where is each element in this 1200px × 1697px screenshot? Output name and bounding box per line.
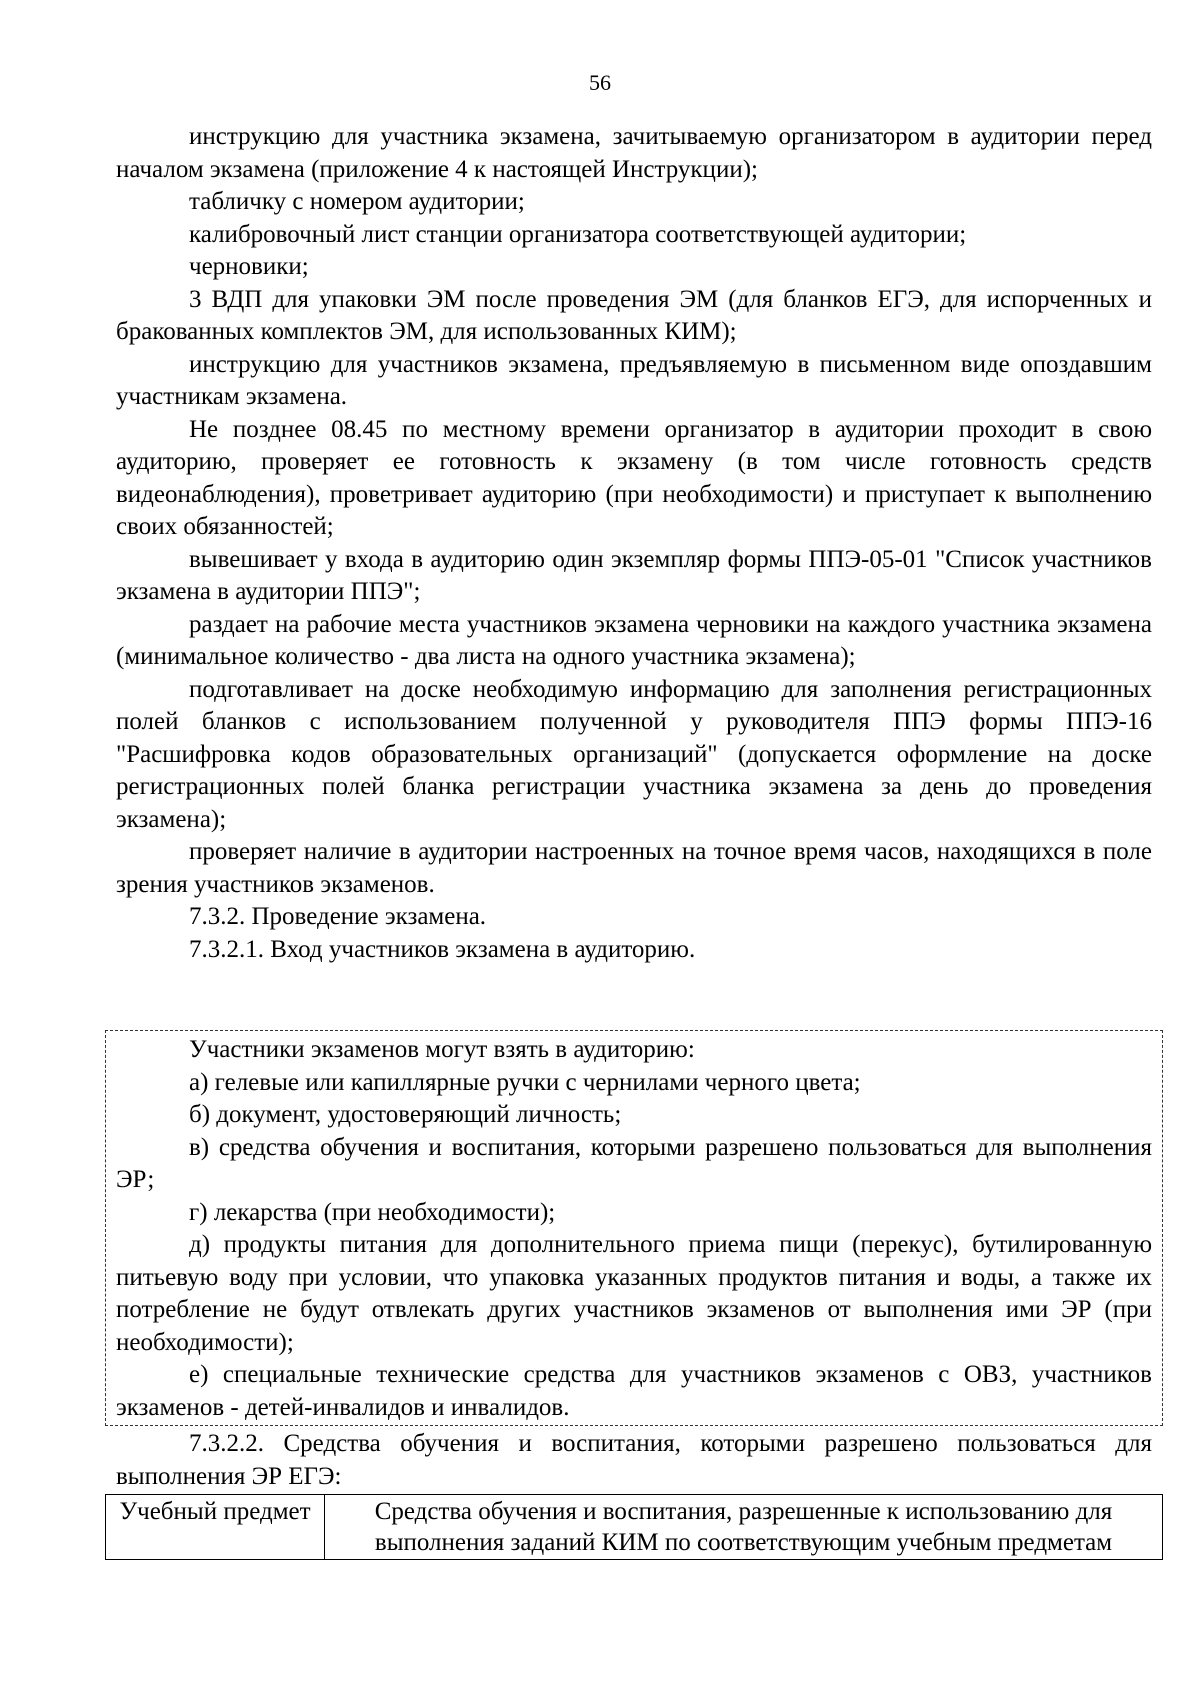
info-box-heading: Участники экзаменов могут взять в аудиторию: — [189, 1036, 695, 1063]
table — [105, 1494, 1163, 1560]
paragraph-drafts: черновики; — [189, 253, 309, 280]
info-box-text — [116, 1034, 1152, 1424]
page-number: 56 — [589, 70, 611, 95]
section-heading-7-3-2-1: 7.3.2.1. Вход участников экзамена в аудиторию. — [189, 935, 696, 963]
paragraph-allowed-means: 7.3.2.2. Средства обучения и воспитания, которыми разрешено пользоваться для выполнения ЭР ЕГЭ: — [116, 1430, 1152, 1490]
info-box-item-e: д) продукты питания для дополнительного приема пищи (перекус), бутилированную питьевую воду при условии, что упаковка указанных продуктов питания и воды, а также их потребление не будут отвлекать других участников экзаменов от выполнения ими ЭР (при необходимости); — [116, 1231, 1152, 1356]
info-box-item-f: е) специальные технические средства для участников экзаменов с ОВЗ, участников экзаменов - детей-инвалидов и инвалидов. — [116, 1361, 1152, 1421]
table-header-row — [106, 1495, 1163, 1560]
info-box-item-c: в) средства обучения и воспитания, которыми разрешено пользоваться для выполнения ЭР; — [116, 1133, 1152, 1193]
paragraph-room-sign: табличку с номером аудитории; — [189, 188, 525, 215]
section-7-3-2-2 — [116, 1428, 1152, 1493]
info-box-item-b: б) документ, удостоверяющий личность; — [189, 1101, 622, 1128]
paragraph-late-participants: инструкцию для участников экзамена, предъявляемую в письменном виде опоздавшим участникам экзамена. — [116, 350, 1152, 410]
allowed-means-table — [105, 1494, 1163, 1560]
paragraph-calibration-sheet: калибровочный лист станции организатора соответствующей аудитории; — [189, 220, 967, 248]
paragraph-board-info: подготавливает на доске необходимую информацию для заполнения регистрационных полей бланков с использованием полученной у руководителя ППЭ формы ППЭ-16 "Расшифровка кодов образовательных организаций" (допускается оформление на доске регистрационных полей бланка регистрации участника экзамена за день до проведения экзамена); — [116, 675, 1152, 833]
table-header-subject: Учебный предмет — [106, 1495, 325, 1560]
paragraph-clocks: проверяет наличие в аудитории настроенных на точное время часов, находящихся в поле зрения участников экзаменов. — [116, 838, 1152, 898]
table-header-means: Средства обучения и воспитания, разрешенные к использованию для выполнения заданий КИМ по соответствующим учебным предметам — [325, 1495, 1163, 1560]
paragraph-distribute-drafts: раздает на рабочие места участников экзамена черновики на каждого участника экзамена (минимальное количество - два листа на одного участника экзамена); — [116, 610, 1152, 670]
info-box-item-d: г) лекарства (при необходимости); — [189, 1198, 556, 1226]
paragraph-vdp-packages: 3 ВДП для упаковки ЭМ после проведения ЭМ (для бланков ЕГЭ, для испорченных и бракованных комплектов ЭМ, для использованных КИМ); — [116, 285, 1152, 345]
info-box-item-a: а) гелевые или капиллярные ручки с чернилами черного цвета; — [189, 1068, 861, 1096]
paragraph-form-ppe-05-01: вывешивает у входа в аудиторию один экземпляр формы ППЭ-05-01 "Список участников экзамена в аудитории ППЭ"; — [116, 545, 1152, 605]
body-text — [116, 121, 1152, 966]
paragraph-instruction-reading: инструкцию для участника экзамена, зачитываемую организатором в аудитории перед началом экзамена (приложение 4 к настоящей Инструкции); — [116, 123, 1152, 183]
paragraph-arrival-time: Не позднее 08.45 по местному времени организатор в аудитории проходит в свою аудиторию, проверяет ее готовность к экзамену (в том числе готовность средств видеонаблюдения), проветривает аудиторию (при необходимости) и приступает к выполнению своих обязанностей; — [116, 415, 1152, 540]
section-heading-7-3-2: 7.3.2. Проведение экзамена. — [189, 903, 487, 930]
